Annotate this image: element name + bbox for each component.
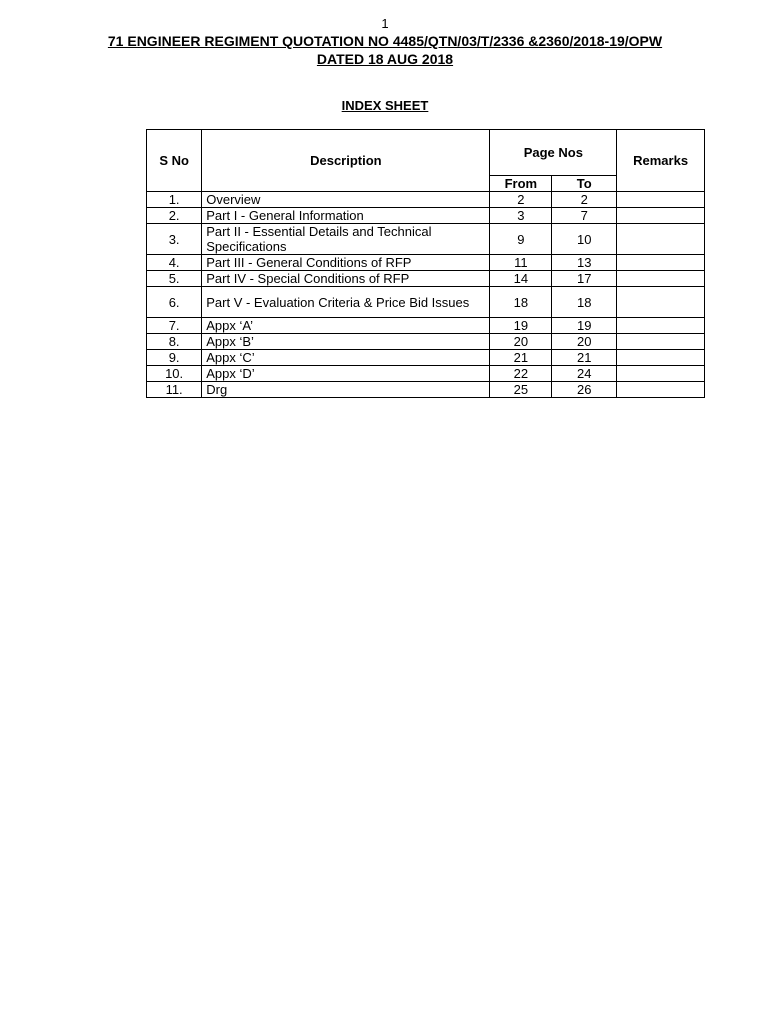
table-row	[147, 271, 705, 287]
row-remarks	[617, 271, 705, 287]
row-sno: 3.	[147, 224, 202, 255]
row-to: 19	[552, 318, 617, 334]
table-row	[147, 382, 705, 398]
row-from: 19	[490, 318, 552, 334]
row-description: Appx ‘C’	[202, 350, 490, 366]
row-to: 2	[552, 192, 617, 208]
row-remarks	[617, 366, 705, 382]
row-from: 9	[490, 224, 552, 255]
header-description: Description	[202, 130, 490, 192]
row-description: Overview	[202, 192, 490, 208]
table-row	[147, 192, 705, 208]
row-description: Appx ‘D’	[202, 366, 490, 382]
table-row	[147, 224, 705, 255]
table-row	[147, 366, 705, 382]
title-line-2: DATED 18 AUG 2018	[316, 51, 454, 67]
row-remarks	[617, 287, 705, 318]
table-row	[147, 255, 705, 271]
row-to: 7	[552, 208, 617, 224]
row-remarks	[617, 224, 705, 255]
index-table-body	[147, 192, 705, 398]
header-to: To	[552, 176, 617, 192]
table-row	[147, 350, 705, 366]
table-row	[147, 334, 705, 350]
row-description: Drg	[202, 382, 490, 398]
row-to: 24	[552, 366, 617, 382]
row-description: Part II - Essential Details and Technical Specifications	[202, 224, 490, 255]
row-from: 11	[490, 255, 552, 271]
row-description: Appx ‘B’	[202, 334, 490, 350]
row-to: 13	[552, 255, 617, 271]
row-sno: 9.	[147, 350, 202, 366]
row-from: 14	[490, 271, 552, 287]
row-sno: 7.	[147, 318, 202, 334]
row-description: Appx ‘A’	[202, 318, 490, 334]
table-row	[147, 208, 705, 224]
row-from: 21	[490, 350, 552, 366]
header-from: From	[490, 176, 552, 192]
row-from: 3	[490, 208, 552, 224]
header-remarks: Remarks	[617, 130, 705, 192]
row-from: 2	[490, 192, 552, 208]
row-remarks	[617, 318, 705, 334]
row-sno: 8.	[147, 334, 202, 350]
header-page-nos: Page Nos	[490, 130, 617, 176]
row-description: Part III - General Conditions of RFP	[202, 255, 490, 271]
row-description: Part V - Evaluation Criteria & Price Bid Issues	[202, 287, 490, 318]
title-line-1: 71 ENGINEER REGIMENT QUOTATION NO 4485/QTN/03/T/2336 &2360/2018-19/OPW	[107, 33, 663, 49]
row-to: 20	[552, 334, 617, 350]
row-description: Part I - General Information	[202, 208, 490, 224]
row-from: 20	[490, 334, 552, 350]
row-sno: 2.	[147, 208, 202, 224]
row-remarks	[617, 208, 705, 224]
row-from: 22	[490, 366, 552, 382]
row-sno: 4.	[147, 255, 202, 271]
page-number: 1	[381, 16, 389, 31]
index-sheet-heading: INDEX SHEET	[341, 98, 429, 113]
table-row	[147, 318, 705, 334]
row-sno: 1.	[147, 192, 202, 208]
row-sno: 10.	[147, 366, 202, 382]
row-sno: 6.	[147, 287, 202, 318]
row-sno: 5.	[147, 271, 202, 287]
row-sno: 11.	[147, 382, 202, 398]
row-from: 25	[490, 382, 552, 398]
row-remarks	[617, 255, 705, 271]
row-remarks	[617, 382, 705, 398]
row-to: 10	[552, 224, 617, 255]
index-table	[146, 129, 705, 398]
row-remarks	[617, 350, 705, 366]
row-remarks	[617, 192, 705, 208]
row-remarks	[617, 334, 705, 350]
row-to: 18	[552, 287, 617, 318]
row-to: 21	[552, 350, 617, 366]
header-sno: S No	[147, 130, 202, 192]
row-to: 26	[552, 382, 617, 398]
table-row	[147, 287, 705, 318]
row-from: 18	[490, 287, 552, 318]
document-title	[0, 32, 770, 68]
row-to: 17	[552, 271, 617, 287]
row-description: Part IV - Special Conditions of RFP	[202, 271, 490, 287]
